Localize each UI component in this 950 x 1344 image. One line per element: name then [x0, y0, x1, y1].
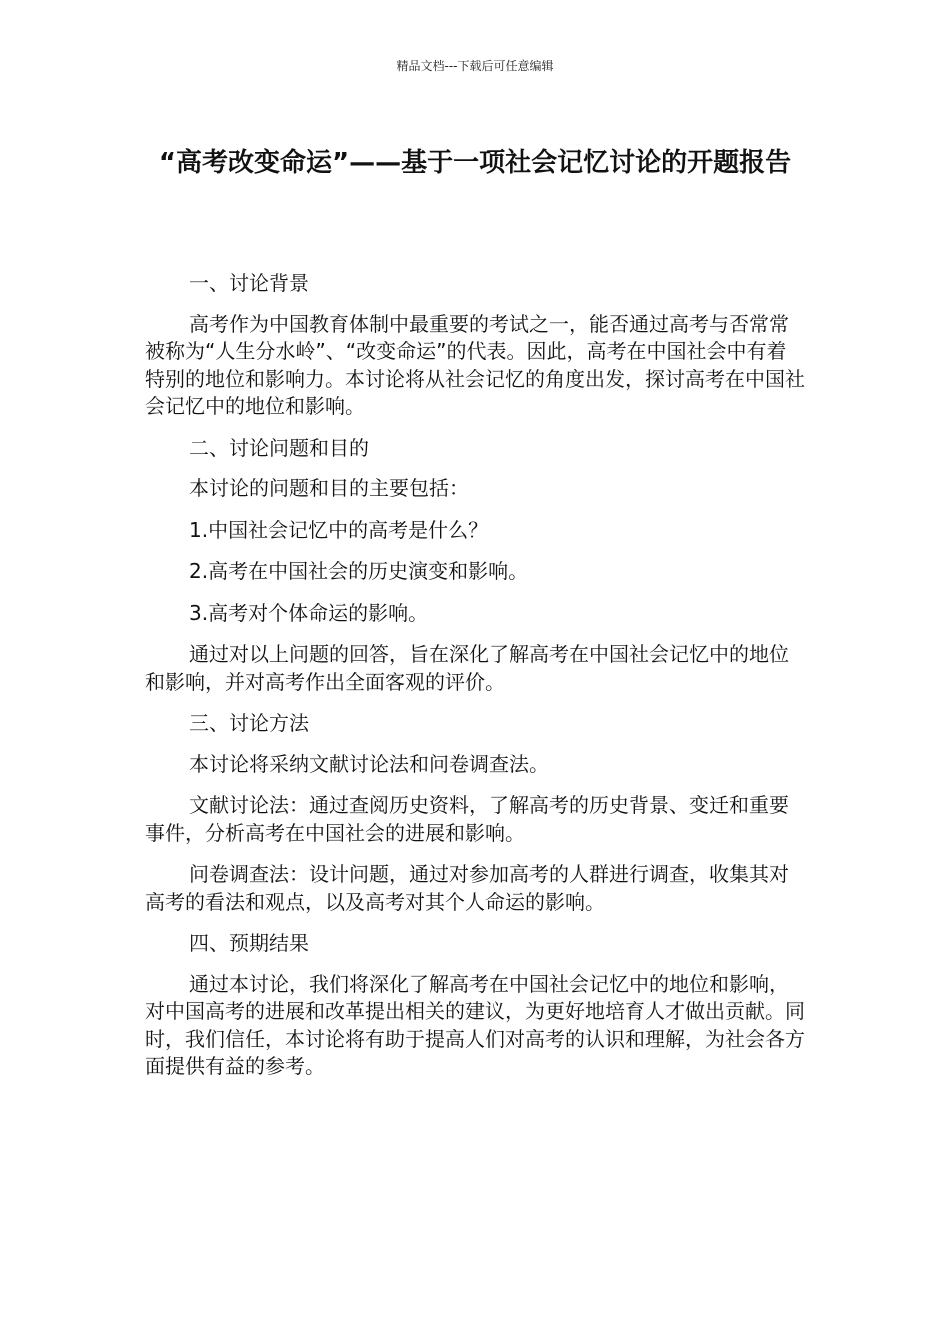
paragraph-questions-intro: 本讨论的问题和目的主要包括： — [189, 476, 469, 500]
paragraph-results: 通过本讨论，我们将深化了解高考在中国社会记忆中的地位和影响，对中国高考的进展和改革提出相关的建议，为更好地培育人才做出贡献。同时，我们信任，本讨论将有助于提高人们对高考的认识和理解，为社会各方面提供有益的参考。 — [145, 971, 805, 1078]
document-title: “高考改变命运”——基于一项社会记忆讨论的开题报告 — [158, 148, 792, 178]
list-item-question-2: 2.高考在中国社会的历史演变和影响。 — [189, 559, 529, 583]
list-item-question-3: 3.高考对个体命运的影响。 — [189, 600, 429, 625]
header-note: 精品文档---下载后可任意编辑 — [396, 59, 554, 73]
paragraph-method-survey: 问卷调查法：设计问题，通过对参加高考的人群进行调查，收集其对高考的看法和观点，以及高考对其个人命运的影响。 — [145, 862, 789, 914]
section-heading-questions: 二、讨论问题和目的 — [189, 435, 369, 460]
document-body — [145, 270, 805, 1095]
paragraph-method-intro: 本讨论将采纳文献讨论法和问卷调查法。 — [189, 751, 549, 776]
paragraph-questions-summary: 通过对以上问题的回答，旨在深化了解高考在中国社会记忆中的地位和影响，并对高考作出全面客观的评价。 — [145, 642, 789, 694]
section-heading-results: 四、预期结果 — [189, 931, 309, 955]
paragraph-method-literature: 文献讨论法：通过查阅历史资料，了解高考的历史背景、变迁和重要事件，分析高考在中国社会的进展和影响。 — [145, 793, 789, 845]
section-heading-background: 一、讨论背景 — [189, 271, 309, 295]
list-item-question-1: 1.中国社会记忆中的高考是什么？ — [189, 517, 489, 542]
section-heading-method: 三、讨论方法 — [189, 711, 309, 735]
paragraph-background: 高考作为中国教育体制中最重要的考试之一，能否通过高考与否常常被称为“人生分水岭”、“改变命运”的代表。因此，高考在中国社会中有着特别的地位和影响力。本讨论将从社会记忆的角度出发，探讨高考在中国社会记忆中的地位和影响。 — [145, 311, 805, 418]
